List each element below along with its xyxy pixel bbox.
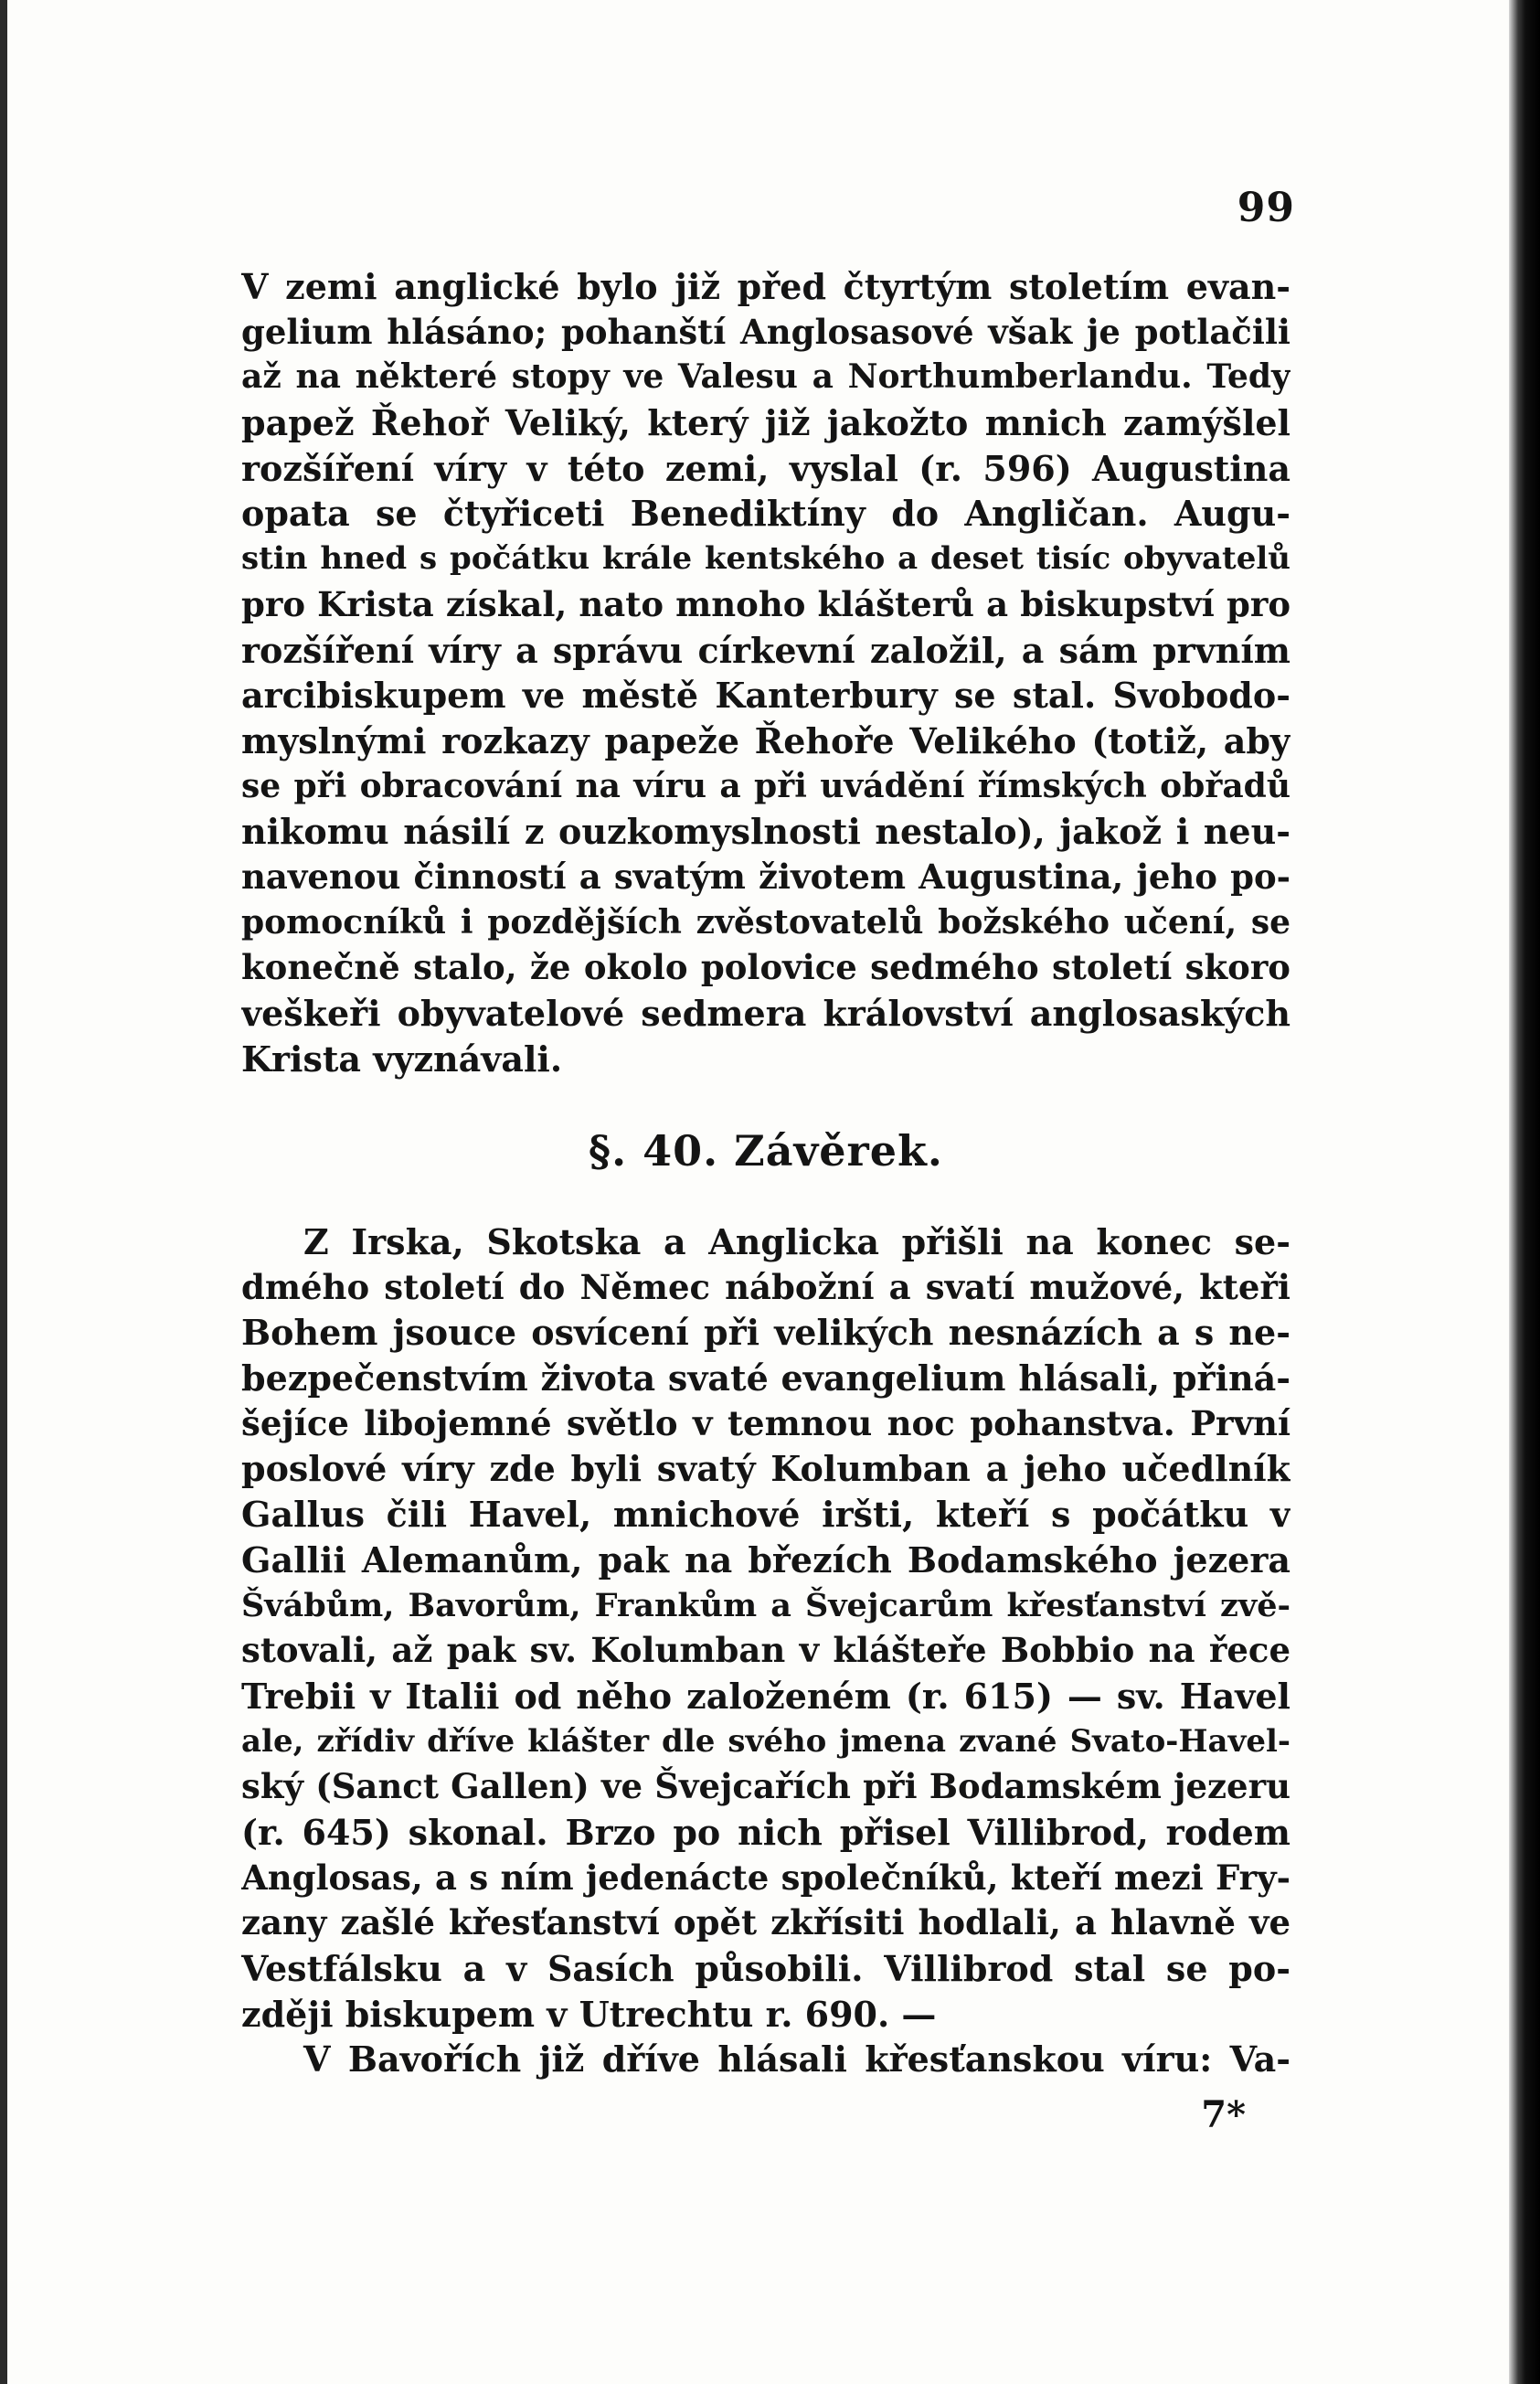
text-line: Krista vyznávali.: [241, 1038, 563, 1080]
text-line: Bohem jsouce osvícení při velikých nesnázích a s ne-: [241, 1312, 1290, 1354]
paragraph-2: [241, 1219, 1290, 2082]
text-line: pomocníků i pozdějších zvěstovatelů božského učení, se: [241, 902, 1290, 942]
text-line: arcibiskupem ve městě Kanterbury se stal. Svobodo-: [241, 675, 1290, 717]
page-edge-left: [0, 0, 7, 2384]
text-line: gelium hlásáno; pohanští Anglosasové však je potlačili: [241, 311, 1290, 352]
page-edge-right: [1509, 0, 1540, 2384]
section-heading: §. 40. Závěrek.: [589, 1126, 943, 1176]
text-line: Trebii v Italii od něho založeném (r. 615) — sv. Havel: [241, 1675, 1290, 1717]
text-line: šejíce libojemné světlo v temnou noc pohanstva. První: [241, 1402, 1290, 1443]
text-line: Švábům, Bavorům, Frankům a Švejcarům křesťanství zvě-: [241, 1586, 1290, 1624]
text-line: bezpečenstvím života svaté evangelium hlásali, přiná-: [241, 1357, 1290, 1400]
text-line: rozšíření víry a správu církevní založil, a sám prvním: [241, 629, 1290, 671]
page-number: 99: [1237, 185, 1295, 231]
text-line: až na některé stopy ve Valesu a Northumberlandu. Tedy: [241, 357, 1290, 397]
text-line: dmého století do Němec nábožní a svatí mužové, kteři: [241, 1266, 1290, 1307]
text-line: Anglosas, a s ním jedenácte společníků, kteří mezi Fry-: [241, 1857, 1290, 1898]
text-line: stovali, až pak sv. Kolumban v klášteře Bobbio na řece: [241, 1630, 1290, 1671]
text-line: Gallus čili Havel, mnichové iršti, kteří s počátku v: [241, 1494, 1290, 1536]
text-line: V Bavořích již dříve hlásali křesťanskou víru: Va-: [303, 2038, 1290, 2081]
text-line: papež Řehoř Veliký, který již jakožto mnich zamýšlel: [241, 402, 1290, 444]
text-line: zději biskupem v Utrechtu r. 690. —: [241, 1993, 937, 2035]
text-line: ský (Sanct Gallen) ve Švejcařích při Bodamském jezeru: [241, 1766, 1290, 1807]
text-line: zany zašlé křesťanství opět zkřísiti hodlali, a hlavně ve: [241, 1902, 1290, 1943]
text-line: Gallii Alemanům, pak na březích Bodamského jezera: [241, 1538, 1290, 1580]
text-line: ale, zřídiv dříve klášter dle svého jmena zvané Svato-Havel-: [241, 1722, 1290, 1760]
text-line: se při obracování na víru a při uvádění římských obřadů: [241, 766, 1290, 805]
paragraph-1: [241, 264, 1290, 1081]
text-line: nikomu násilí z ouzkomyslnosti nestalo), jakož i neu-: [241, 811, 1290, 853]
text-line: (r. 645) skonal. Brzo po nich přisel Villibrod, rodem: [241, 1811, 1290, 1853]
text-line: pro Krista získal, nato mnoho klášterů a biskupství pro: [241, 583, 1290, 624]
text-line: opata se čtyřiceti Benediktíny do Angličan. Augu-: [241, 493, 1290, 535]
text-line: navenou činností a svatým životem Augustina, jeho po-: [241, 856, 1290, 897]
text-line: myslnými rozkazy papeže Řehoře Velikého (totiž, aby: [241, 719, 1290, 761]
text-line: konečně stalo, že okolo polovice sedmého století skoro: [241, 947, 1290, 988]
text-line: Vestfálsku a v Sasích působili. Villibrod stal se po-: [241, 1948, 1290, 1989]
text-line: rozšíření víry v této zemi, vyslal (r. 596) Augustina: [241, 447, 1290, 489]
text-line: stin hned s počátku krále kentského a deset tisíc obyvatelů: [241, 540, 1290, 578]
text-line: poslové víry zde byli svatý Kolumban a jeho učedlník: [241, 1448, 1290, 1490]
text-line: veškeři obyvatelové sedmera království anglosaských: [241, 993, 1290, 1034]
signature-mark: 7*: [1201, 2093, 1246, 2136]
text-line: V zemi anglické bylo již před čtyrtým stoletím evan-: [241, 266, 1290, 307]
text-line: Z Irska, Skotska a Anglicka přišli na konec se-: [303, 1221, 1290, 1262]
